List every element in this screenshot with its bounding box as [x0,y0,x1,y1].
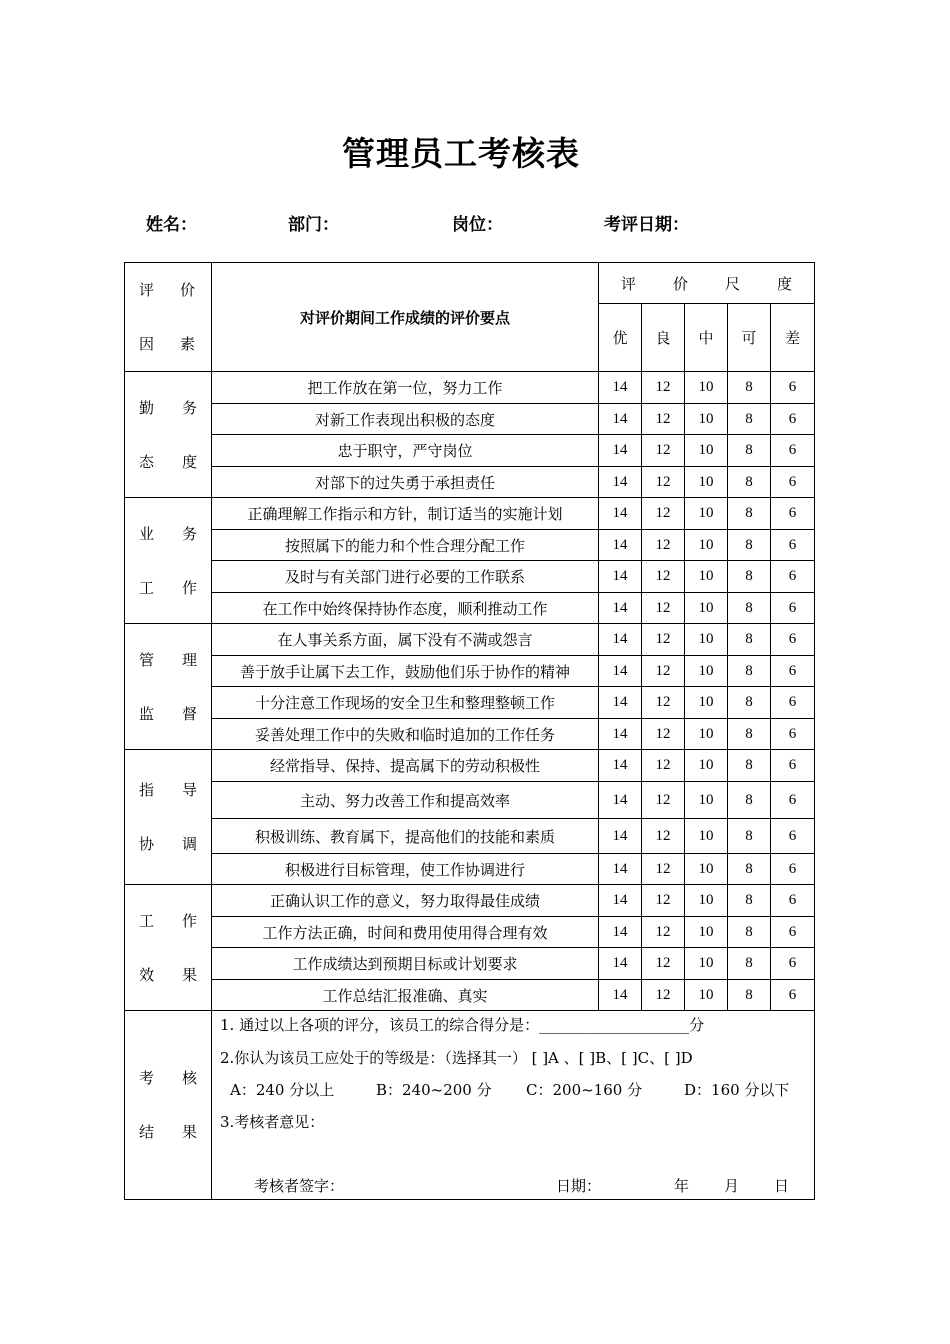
table-row [125,980,815,1011]
score-cell[interactable]: 12 [642,593,685,624]
evaluation-item: 正确理解工作指示和方针，制订适当的实施计划 [212,498,599,530]
table-row [125,561,815,593]
evaluation-item: 妥善处理工作中的失败和临时追加的工作任务 [212,719,599,750]
score-cell[interactable]: 14 [599,885,642,917]
score-cell[interactable]: 6 [771,819,815,854]
score-cell[interactable]: 12 [642,435,685,467]
score-cell[interactable]: 14 [599,980,642,1011]
score-cell[interactable]: 12 [642,498,685,530]
table-row [125,593,815,624]
score-cell[interactable]: 6 [771,719,815,750]
table-row [125,467,815,498]
score-cell[interactable]: 10 [685,656,728,687]
score-cell[interactable]: 12 [642,948,685,980]
grade-average: 中 [685,304,728,372]
table-row [125,404,815,435]
score-cell[interactable]: 8 [728,819,771,854]
score-cell[interactable]: 10 [685,530,728,561]
table-row [125,917,815,948]
page-title: 管理员工考核表 [342,134,580,173]
evaluation-item: 及时与有关部门进行必要的工作联系 [212,561,599,593]
score-cell[interactable]: 14 [599,404,642,435]
evaluation-scale-header: 评 价 尺 度 [599,263,815,304]
score-cell[interactable]: 12 [642,750,685,782]
name-label: 姓名： [146,215,197,235]
score-cell[interactable]: 10 [685,719,728,750]
score-cell[interactable]: 10 [685,498,728,530]
score-cell[interactable]: 10 [685,593,728,624]
score-cell[interactable]: 8 [728,917,771,948]
year-label: 年 [674,1177,690,1195]
score-cell[interactable]: 8 [728,854,771,885]
table-row [125,819,815,854]
score-cell[interactable]: 8 [728,561,771,593]
score-cell[interactable]: 10 [685,372,728,404]
score-cell[interactable]: 14 [599,750,642,782]
grade-selection-line[interactable]: 2.你认为该员工应处于的等级是：（选择其一） [ ]A 、[ ]B、[ ]C、[ ]D [220,1049,693,1067]
table-row [125,782,815,819]
score-cell[interactable]: 14 [599,624,642,656]
evaluation-item: 主动、努力改善工作和提高效率 [212,782,599,819]
score-cell[interactable]: 14 [599,854,642,885]
option-a: A：240 分以上 [230,1081,335,1099]
score-cell[interactable]: 14 [599,819,642,854]
score-cell[interactable]: 6 [771,948,815,980]
score-cell[interactable]: 14 [599,435,642,467]
table-row [125,885,815,917]
evaluation-item: 在工作中始终保持协作态度，顺利推动工作 [212,593,599,624]
score-cell[interactable]: 6 [771,498,815,530]
score-cell[interactable]: 12 [642,624,685,656]
evaluation-item: 对新工作表现出积极的态度 [212,404,599,435]
evaluation-table [124,262,815,1200]
score-cell[interactable]: 10 [685,435,728,467]
score-cell[interactable]: 14 [599,782,642,819]
score-cell[interactable]: 12 [642,917,685,948]
score-cell[interactable]: 8 [728,980,771,1011]
table-row [125,687,815,719]
score-cell[interactable]: 10 [685,854,728,885]
evaluation-item: 对部下的过失勇于承担责任 [212,467,599,498]
score-cell[interactable]: 8 [728,782,771,819]
score-cell[interactable]: 14 [599,687,642,719]
table-row [125,624,815,656]
score-cell[interactable]: 8 [728,885,771,917]
score-cell[interactable]: 8 [728,719,771,750]
evaluation-item: 按照属下的能力和个性合理分配工作 [212,530,599,561]
category-management-supervision: 管 理 监 督 [125,624,212,750]
score-cell[interactable]: 6 [771,530,815,561]
score-cell[interactable]: 12 [642,656,685,687]
grade-good: 良 [642,304,685,372]
score-cell[interactable]: 12 [642,854,685,885]
score-cell[interactable]: 14 [599,593,642,624]
table-row [125,372,815,404]
category-guidance-coordination: 指 导 协 调 [125,750,212,885]
score-cell[interactable]: 6 [771,687,815,719]
table-row [125,948,815,980]
evaluation-item: 经常指导、保持、提高属下的劳动积极性 [212,750,599,782]
score-cell[interactable]: 6 [771,624,815,656]
score-cell[interactable]: 6 [771,467,815,498]
position-label: 岗位： [452,215,503,235]
score-cell[interactable]: 12 [642,885,685,917]
score-cell[interactable]: 6 [771,372,815,404]
score-cell[interactable]: 10 [685,819,728,854]
score-cell[interactable]: 6 [771,885,815,917]
evaluation-points-header: 对评价期间工作成绩的评价要点 [212,263,599,372]
evaluation-item: 积极训练、教育属下，提高他们的技能和素质 [212,819,599,854]
table-row [125,435,815,467]
score-cell[interactable]: 10 [685,782,728,819]
score-cell[interactable]: 14 [599,719,642,750]
score-cell[interactable]: 10 [685,750,728,782]
evaluation-item: 善于放手让属下去工作，鼓励他们乐于协作的精神 [212,656,599,687]
score-cell[interactable]: 8 [728,467,771,498]
score-cell[interactable]: 14 [599,467,642,498]
category-work-results: 工 作 效 果 [125,885,212,1011]
evaluation-item: 把工作放在第一位，努力工作 [212,372,599,404]
total-score-line[interactable]: 1. 通过以上各项的评分，该员工的综合得分是：____________________分 [220,1016,705,1034]
review-date-label: 考评日期： [604,215,689,235]
score-cell[interactable]: 6 [771,404,815,435]
day-label: 日 [774,1177,790,1195]
sign-date-label[interactable]: 日期： [556,1177,602,1195]
score-cell[interactable]: 14 [599,561,642,593]
score-cell[interactable]: 8 [728,435,771,467]
result-row [125,1011,815,1200]
department-label: 部门： [288,215,339,235]
score-cell[interactable]: 6 [771,656,815,687]
score-cell[interactable]: 12 [642,980,685,1011]
score-cell[interactable]: 12 [642,782,685,819]
score-cell[interactable]: 14 [599,917,642,948]
grade-poor: 差 [771,304,815,372]
category-business-work: 业 务 工 作 [125,498,212,624]
score-cell[interactable]: 12 [642,530,685,561]
table-row [125,750,815,782]
score-cell[interactable]: 12 [642,404,685,435]
table-row [125,719,815,750]
score-cell[interactable]: 12 [642,687,685,719]
score-cell[interactable]: 12 [642,819,685,854]
evaluation-item: 工作成绩达到预期目标或计划要求 [212,948,599,980]
score-cell[interactable]: 14 [599,498,642,530]
table-row [125,530,815,561]
score-cell[interactable]: 14 [599,656,642,687]
score-cell[interactable]: 8 [728,593,771,624]
score-cell[interactable]: 8 [728,948,771,980]
score-cell[interactable]: 8 [728,404,771,435]
category-assessment-result: 考 核 结 果 [125,1011,212,1200]
evaluation-item: 在人事关系方面，属下没有不满或怨言 [212,624,599,656]
score-cell[interactable]: 10 [685,561,728,593]
evaluation-item: 工作方法正确，时间和费用使用得合理有效 [212,917,599,948]
score-cell[interactable]: 6 [771,980,815,1011]
score-cell[interactable]: 8 [728,372,771,404]
evaluation-item: 十分注意工作现场的安全卫生和整理整顿工作 [212,687,599,719]
score-cell[interactable]: 12 [642,372,685,404]
score-cell[interactable]: 8 [728,656,771,687]
evaluation-item: 忠于职守，严守岗位 [212,435,599,467]
score-cell[interactable]: 6 [771,435,815,467]
table-row [125,656,815,687]
evaluation-item: 积极进行目标管理，使工作协调进行 [212,854,599,885]
info-row [0,210,950,238]
score-cell[interactable]: 10 [685,624,728,656]
evaluation-item: 工作总结汇报准确、真实 [212,980,599,1011]
score-cell[interactable]: 12 [642,467,685,498]
score-cell[interactable]: 12 [642,719,685,750]
score-cell[interactable]: 10 [685,917,728,948]
score-cell[interactable]: 6 [771,593,815,624]
score-cell[interactable]: 10 [685,885,728,917]
score-cell[interactable]: 14 [599,372,642,404]
score-cell[interactable]: 10 [685,948,728,980]
score-cell[interactable]: 10 [685,687,728,719]
score-cell[interactable]: 6 [771,750,815,782]
score-cell[interactable]: 14 [599,948,642,980]
option-c: C：200~160 分 [526,1081,643,1099]
grade-excellent: 优 [599,304,642,372]
result-content [212,1011,815,1200]
score-cell[interactable]: 10 [685,467,728,498]
score-cell[interactable]: 6 [771,854,815,885]
reviewer-opinion-label[interactable]: 3.考核者意见： [220,1113,325,1131]
score-cell[interactable]: 8 [728,687,771,719]
score-cell[interactable]: 12 [642,561,685,593]
category-diligence: 勤 务 态 度 [125,372,212,498]
grade-fair: 可 [728,304,771,372]
reviewer-signature-label[interactable]: 考核者签字： [254,1177,345,1195]
factor-header: 评 价 因 素 [125,263,212,372]
score-cell[interactable]: 8 [728,750,771,782]
score-cell[interactable]: 6 [771,917,815,948]
evaluation-item: 正确认识工作的意义，努力取得最佳成绩 [212,885,599,917]
option-b: B：240~200 分 [376,1081,492,1099]
month-label: 月 [724,1177,740,1195]
score-cell[interactable]: 8 [728,530,771,561]
score-cell[interactable]: 10 [685,980,728,1011]
table-row [125,498,815,530]
score-cell[interactable]: 10 [685,404,728,435]
score-cell[interactable]: 8 [728,624,771,656]
score-cell[interactable]: 6 [771,561,815,593]
score-cell[interactable]: 8 [728,498,771,530]
option-d: D：160 分以下 [684,1081,790,1099]
table-row [125,854,815,885]
score-cell[interactable]: 14 [599,530,642,561]
score-cell[interactable]: 6 [771,782,815,819]
